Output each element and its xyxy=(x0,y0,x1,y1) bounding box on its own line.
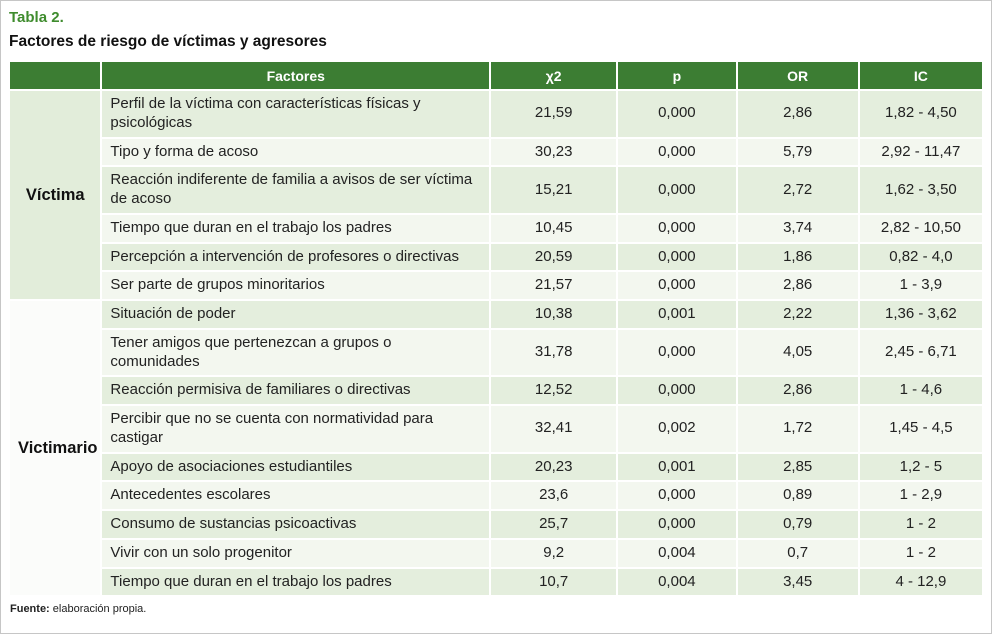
table-row xyxy=(10,482,982,509)
p-cell: 0,000 xyxy=(618,244,735,271)
chi2-cell: 10,38 xyxy=(491,301,616,328)
p-cell: 0,000 xyxy=(618,167,735,213)
p-cell: 0,001 xyxy=(618,454,735,481)
table-row xyxy=(10,244,982,271)
row-group-label: Victimario xyxy=(10,301,100,595)
chi2-cell: 21,57 xyxy=(491,272,616,299)
factor-cell: Tiempo que duran en el trabajo los padres xyxy=(102,569,489,596)
or-cell: 2,72 xyxy=(738,167,858,213)
factor-cell: Consumo de sustancias psicoactivas xyxy=(102,511,489,538)
factor-cell: Reacción permisiva de familiares o directivas xyxy=(102,377,489,404)
table-body xyxy=(10,91,982,595)
or-cell: 0,7 xyxy=(738,540,858,567)
factor-cell: Tipo y forma de acoso xyxy=(102,139,489,166)
factor-cell: Percibir que no se cuenta con normatividad para castigar xyxy=(102,406,489,452)
table-row xyxy=(10,540,982,567)
source-note xyxy=(8,603,984,615)
or-cell: 1,72 xyxy=(738,406,858,452)
p-cell: 0,000 xyxy=(618,377,735,404)
table-row xyxy=(10,215,982,242)
ic-cell: 1,45 - 4,5 xyxy=(860,406,982,452)
chi2-cell: 12,52 xyxy=(491,377,616,404)
chi2-cell: 21,59 xyxy=(491,91,616,137)
or-cell: 4,05 xyxy=(738,330,858,376)
ic-cell: 1,2 - 5 xyxy=(860,454,982,481)
chi2-cell: 32,41 xyxy=(491,406,616,452)
header-ic: IC xyxy=(860,62,982,89)
header-or: OR xyxy=(738,62,858,89)
ic-cell: 2,92 - 11,47 xyxy=(860,139,982,166)
p-cell: 0,001 xyxy=(618,301,735,328)
table-row xyxy=(10,91,982,137)
factor-cell: Perfil de la víctima con características físicas y psicológicas xyxy=(102,91,489,137)
ic-cell: 1 - 2 xyxy=(860,540,982,567)
factor-cell: Antecedentes escolares xyxy=(102,482,489,509)
ic-cell: 1 - 2 xyxy=(860,511,982,538)
or-cell: 2,86 xyxy=(738,377,858,404)
p-cell: 0,004 xyxy=(618,569,735,596)
table-row xyxy=(10,406,982,452)
p-cell: 0,000 xyxy=(618,330,735,376)
table-row xyxy=(10,569,982,596)
ic-cell: 1,62 - 3,50 xyxy=(860,167,982,213)
factor-cell: Reacción indiferente de familia a avisos de ser víctima de acoso xyxy=(102,167,489,213)
p-cell: 0,000 xyxy=(618,215,735,242)
p-cell: 0,000 xyxy=(618,482,735,509)
factor-cell: Ser parte de grupos minoritarios xyxy=(102,272,489,299)
table-number-title: Tabla 2. xyxy=(9,9,64,26)
ic-cell: 1 - 2,9 xyxy=(860,482,982,509)
p-cell: 0,000 xyxy=(618,272,735,299)
p-cell: 0,000 xyxy=(618,91,735,137)
or-cell: 1,86 xyxy=(738,244,858,271)
chi2-cell: 15,21 xyxy=(491,167,616,213)
ic-cell: 4 - 12,9 xyxy=(860,569,982,596)
table-row xyxy=(10,330,982,376)
header-chi2: χ2 xyxy=(491,62,616,89)
or-cell: 2,86 xyxy=(738,272,858,299)
table-row xyxy=(10,167,982,213)
risk-factors-table xyxy=(8,60,984,597)
factor-cell: Vivir con un solo progenitor xyxy=(102,540,489,567)
chi2-cell: 23,6 xyxy=(491,482,616,509)
header-p: p xyxy=(618,62,735,89)
ic-cell: 1,36 - 3,62 xyxy=(860,301,982,328)
source-label: Fuente: xyxy=(10,603,50,616)
factor-cell: Tener amigos que pertenezcan a grupos o comunidades xyxy=(102,330,489,376)
table-row xyxy=(10,272,982,299)
ic-cell: 2,82 - 10,50 xyxy=(860,215,982,242)
table-row xyxy=(10,139,982,166)
p-cell: 0,000 xyxy=(618,139,735,166)
or-cell: 2,85 xyxy=(738,454,858,481)
chi2-cell: 25,7 xyxy=(491,511,616,538)
chi2-cell: 9,2 xyxy=(491,540,616,567)
chi2-cell: 10,45 xyxy=(491,215,616,242)
header-row xyxy=(10,62,982,89)
ic-cell: 1 - 4,6 xyxy=(860,377,982,404)
factor-cell: Apoyo de asociaciones estudiantiles xyxy=(102,454,489,481)
ic-cell: 1 - 3,9 xyxy=(860,272,982,299)
p-cell: 0,000 xyxy=(618,511,735,538)
ic-cell: 0,82 - 4,0 xyxy=(860,244,982,271)
row-group-label: Víctima xyxy=(10,91,100,299)
or-cell: 2,22 xyxy=(738,301,858,328)
chi2-cell: 20,59 xyxy=(491,244,616,271)
or-cell: 3,45 xyxy=(738,569,858,596)
header-corner-cell xyxy=(10,62,100,89)
table-subtitle: Factores de riesgo de víctimas y agresores xyxy=(9,33,327,50)
source-text: elaboración propia. xyxy=(49,603,147,616)
chi2-cell: 31,78 xyxy=(491,330,616,376)
header-factores: Factores xyxy=(102,62,489,89)
ic-cell: 2,45 - 6,71 xyxy=(860,330,982,376)
table-row xyxy=(10,454,982,481)
p-cell: 0,002 xyxy=(618,406,735,452)
factor-cell: Percepción a intervención de profesores o directivas xyxy=(102,244,489,271)
p-cell: 0,004 xyxy=(618,540,735,567)
or-cell: 5,79 xyxy=(738,139,858,166)
or-cell: 0,79 xyxy=(738,511,858,538)
factor-cell: Tiempo que duran en el trabajo los padres xyxy=(102,215,489,242)
table-row xyxy=(10,377,982,404)
or-cell: 2,86 xyxy=(738,91,858,137)
table-row xyxy=(10,511,982,538)
or-cell: 3,74 xyxy=(738,215,858,242)
chi2-cell: 30,23 xyxy=(491,139,616,166)
factor-cell: Situación de poder xyxy=(102,301,489,328)
table-row xyxy=(10,301,982,328)
ic-cell: 1,82 - 4,50 xyxy=(860,91,982,137)
chi2-cell: 10,7 xyxy=(491,569,616,596)
or-cell: 0,89 xyxy=(738,482,858,509)
chi2-cell: 20,23 xyxy=(491,454,616,481)
